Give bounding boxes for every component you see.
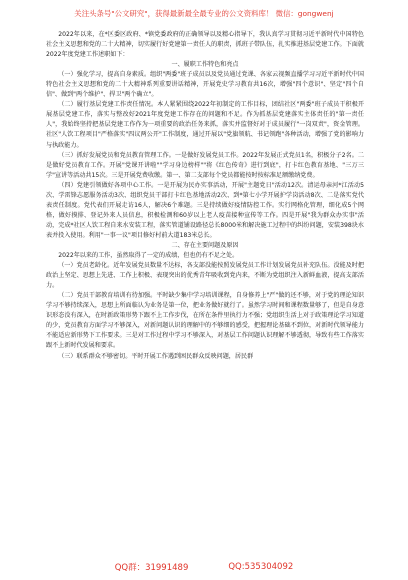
body-paragraph: （一）党员老龄化。近年发展党员数量不达标，各支部没能按照发展党员工作计划发展党员补充队伍。没能及时把政治上坚定、思想上先进、工作上积极、表现突出的优秀青年吸收到党内来，不断为党组织注入新鲜血液，提高支部活力。: [46, 262, 364, 290]
footer-banner: [0, 559, 408, 575]
body-paragraph: （二）履行基层党建工作责任情况。本人紧紧围绕2022年初制定的工作目标，团结社区"两委"班子成员干积极开展基层党建工作，落实与整改好2021年度党建工作存在的问题和不足。作为抓基层党建落实主体责任的"第一责任人"，我始终坚持把基层党建工作作为一项重要的政治任务来抓，落实并监督好对于成员履行"一岗双责"，资金管理。社区"人饮工程项目"严格落实"四议两公开"工作制度，通过开展以"党旗领航、书记领跑"各种活动，增强了党的影响力与执政能力。: [46, 101, 364, 149]
document-body: [46, 30, 364, 362]
intro-paragraph: 2022年以来，在*区委区政府、*镇党委政府的正确领导以及精心指导下，我认真学习贯彻习近平新时代中国特色社会主义思想和党的二十大精神，切实履行好党建第一责任人的职责，抓班子带队伍，扎实推进基层党建工作。下面就2022年度党建工作述职如下：: [46, 31, 364, 59]
body-paragraph: （三）抓好发展党员和党员教育管理工作。一是做好发展党员工作。2022年发展正式党员1名，积极分子2名。二是做好党员教育工作。开展"党课开讲啦""学习身边榜样""将《红色传奇》进行到底"，打卡红色教育基地、"三万三学"宣讲等活动共15次。三是开展党费收缴。第一、第二支部每个党员都能按时按标准足额缴纳党费。: [46, 151, 364, 179]
body-paragraph: （二）党员干部教育培训有待加强。平时缺少集中学习培训课程，自身修养上"严"做的还不够，对于党的理论知识学习不够持续深入，思想上所面临认为业务是第一位，把业务做好就行了。虽然学习时间和课程数量够了，但是自身意识形态没有深入，在时新政策形势下跟不上工作步伐，在所在条件里执行力不强；党组织生活上对于政策理论学习知道的少，党员教育方面学习不够深入，对新问题认识的理解中的不够细的感受，把握理论基础不到位，对新时代领导能力不能适应新形势下工作要求。三是对工作过程中学习不够深入，对基层工作问题认识理解不够透彻，导致有些工作落实跟不上新时代发展和要求。: [46, 292, 364, 350]
body-paragraph: （四）党建引领做好各项中心工作。一是开展为民办实事活动，开展"主题党日"活动12次。清运母亲河*江活动5次、学雷锋志愿服务活动3次、组织党员干部打卡红色基地活动2次、到*第七小学开展护学岗活动8次、二是落实党代表责任制度。党代表们开展走访16人，解决6个难题。三是持续做好疫情防控工作。实行网格化管理，细化成5个网格，做好摸排、登记外来人员信息，积极检测和60岁以上老人疫苗接种宣传等工作。四是开展"我为群众办实事"活动，完成*社区人饮工程自来水安装工程，落实管道铺设路径总长8000米和解决施工过程中的纠纷问题，安装398块水表并投入使用。利用"一事一议"项目修好村前大道183米总长。: [46, 181, 364, 239]
header-banner: 关注头条号"公文研究"，获得最新最全最专业的公文资料库！ 微信：gongwenj: [74, 8, 334, 18]
body-paragraph: 2022年以来的工作，虽然取得了一定的成绩，但也仍有不足之处。: [58, 252, 239, 260]
qq-number-text: QQ:535304092: [228, 562, 294, 572]
section-heading-1: 一、履职工作特色和亮点: [171, 61, 239, 69]
qq-group-text: QQ群：31991489: [114, 563, 189, 573]
section-heading-2: 二、存在主要问题及原因: [171, 241, 239, 249]
body-paragraph: （一）强化学习，提高自身素质。组织"两委"班子成员以及党员通过党课、各家云视频直播学习习近平新时代中国特色社会主义思想和党的二十大精神系列重要讲话精神，开展党史学习教育共16次，增强"四个意识"、坚定"四个自信"、做到"两个维护"、捍卫"两个确立"。: [46, 71, 364, 99]
body-paragraph: （三）联系群众不够密切。平时开展工作遇到困民群众反映问题，居民群: [58, 352, 254, 360]
